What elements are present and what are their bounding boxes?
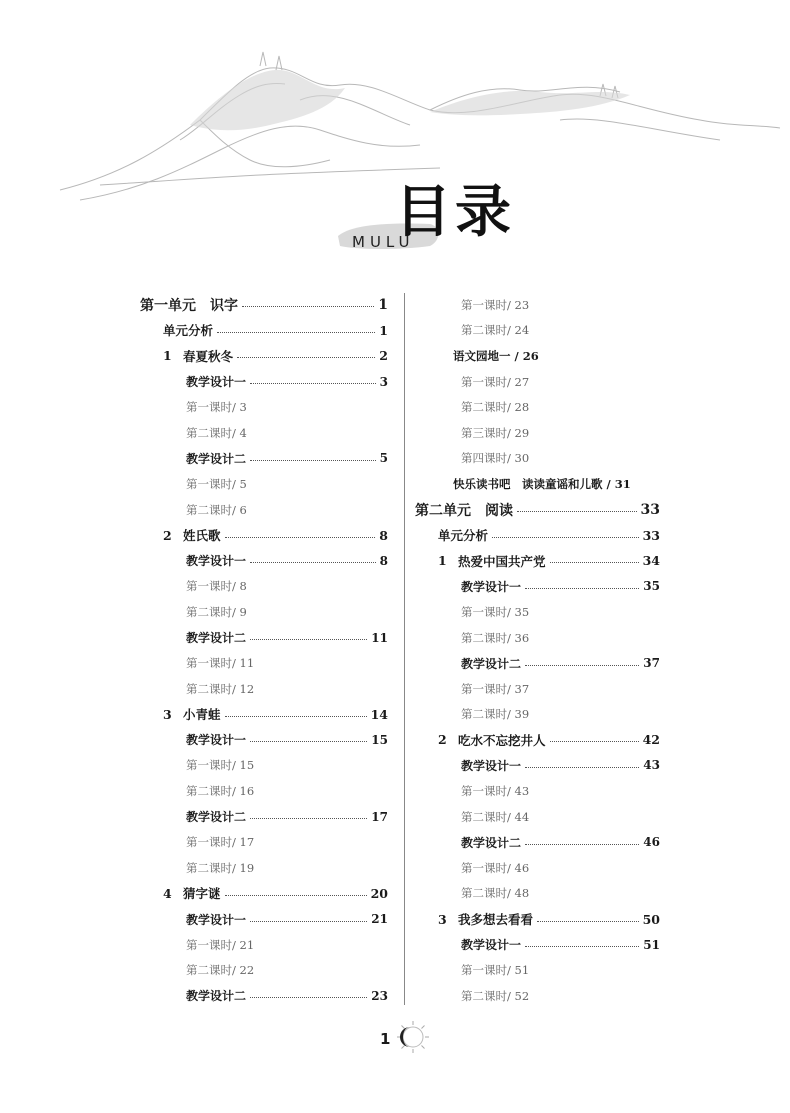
toc-entry[interactable] — [140, 983, 388, 1009]
toc-entry-label: 第二课时/ 22 — [186, 963, 255, 978]
toc-leader-dots — [250, 818, 367, 819]
toc-entry-number: 1 — [438, 553, 447, 569]
toc-entry-number: 4 — [163, 885, 172, 901]
toc-entry-page: 34 — [642, 553, 660, 569]
toc-entry-label: 第一课时/ 5 — [186, 476, 247, 491]
toc-entry-label: 第一课时/ 35 — [461, 604, 530, 619]
toc-entry[interactable] — [140, 292, 388, 318]
toc-entry-label: 教学设计二 — [186, 451, 247, 466]
toc-entry-label: 第一课时/ 46 — [461, 860, 530, 875]
toc-entry[interactable] — [140, 599, 388, 625]
toc-entry-label: 小青蛙 — [183, 707, 221, 723]
toc-entry[interactable] — [415, 983, 660, 1009]
toc-entry-label: 第一课时/ 37 — [461, 681, 530, 696]
toc-entry-page: 33 — [640, 501, 660, 518]
toc-entry-label: 教学设计一 — [186, 554, 247, 569]
toc-entry[interactable] — [140, 420, 388, 446]
toc-entry[interactable] — [415, 702, 660, 728]
toc-entry-page: 15 — [371, 732, 388, 747]
toc-entry-page: 11 — [371, 630, 388, 645]
toc-entry[interactable] — [415, 753, 660, 779]
toc-entry[interactable] — [415, 446, 660, 472]
toc-entry[interactable] — [140, 318, 388, 344]
toc-leader-dots — [242, 306, 374, 307]
toc-entry[interactable] — [140, 702, 388, 728]
toc-entry-label: 教学设计一 — [461, 579, 522, 594]
toc-entry[interactable] — [415, 369, 660, 395]
toc-entry[interactable] — [140, 343, 388, 369]
toc-leader-dots — [250, 997, 367, 998]
toc-entry-label: 第二课时/ 52 — [461, 988, 530, 1003]
toc-entry-page: 8 — [379, 553, 388, 568]
toc-leader-dots — [250, 562, 376, 563]
toc-entry-label: 第二课时/ 9 — [186, 604, 247, 619]
toc-entry[interactable] — [140, 829, 388, 855]
toc-entry-page: 5 — [379, 451, 388, 466]
toc-entry-page: 23 — [371, 988, 388, 1003]
toc-entry-label: 第一课时/ 15 — [186, 758, 255, 773]
toc-leader-dots — [225, 716, 367, 717]
toc-leader-dots — [537, 921, 639, 922]
toc-entry[interactable] — [415, 881, 660, 907]
toc-entry-label: 猜字谜 — [183, 886, 221, 902]
toc-leader-dots — [517, 511, 637, 512]
toc-leader-dots — [525, 588, 639, 589]
toc-entry-label: 教学设计一 — [186, 733, 247, 748]
toc-entry-label: 第二课时/ 24 — [461, 323, 530, 338]
toc-entry[interactable] — [140, 369, 388, 395]
toc-entry[interactable] — [415, 906, 660, 932]
toc-entry[interactable] — [415, 394, 660, 420]
toc-entry-label: 第二课时/ 19 — [186, 860, 255, 875]
toc-entry-label: 教学设计一 — [186, 912, 247, 927]
toc-entry-label: 第一课时/ 43 — [461, 784, 530, 799]
toc-entry-page: 20 — [370, 885, 388, 901]
toc-entry[interactable] — [140, 650, 388, 676]
toc-entry-label: 第二课时/ 28 — [461, 400, 530, 415]
toc-entry[interactable] — [140, 625, 388, 651]
toc-entry-label: 第一单元 识字 — [140, 297, 238, 314]
toc-entry-page: 37 — [643, 656, 660, 671]
toc-entry-label: 第二课时/ 36 — [461, 630, 530, 645]
toc-entry-label: 第四课时/ 30 — [461, 451, 530, 466]
toc-entry-label: 我多想去看看 — [458, 912, 534, 928]
toc-entry[interactable] — [140, 932, 388, 958]
toc-leader-dots — [525, 767, 639, 768]
toc-entry-label: 教学设计一 — [461, 938, 522, 953]
toc-leader-dots — [225, 537, 376, 538]
toc-entry-label: 教学设计一 — [186, 375, 247, 390]
toc-leader-dots — [550, 562, 639, 563]
toc-entry-page: 46 — [643, 835, 660, 850]
toc-column-left — [140, 292, 388, 1009]
toc-entry-label: 快乐读书吧 读读童谣和儿歌 / 31 — [453, 476, 631, 491]
toc-entry-page: 17 — [371, 809, 388, 824]
toc-entry[interactable] — [415, 599, 660, 625]
toc-entry-page: 33 — [642, 527, 660, 543]
toc-leader-dots — [237, 357, 375, 358]
toc-entry[interactable] — [415, 676, 660, 702]
toc-leader-dots — [225, 895, 367, 896]
toc-entry-label: 单元分析 — [163, 323, 214, 339]
toc-entry[interactable] — [415, 292, 660, 318]
toc-entry-label: 第一课时/ 8 — [186, 579, 247, 594]
toc-entry[interactable] — [140, 804, 388, 830]
toc-entry-page: 35 — [643, 579, 660, 594]
toc-entry-label: 姓氏歌 — [183, 528, 221, 544]
toc-leader-dots — [250, 921, 367, 922]
toc-entry-label: 单元分析 — [438, 528, 489, 544]
toc-entry-page: 2 — [379, 348, 388, 364]
toc-entry-label: 春夏秋冬 — [183, 348, 234, 364]
toc-entry[interactable] — [415, 497, 660, 523]
toc-entry-label: 第三课时/ 29 — [461, 425, 530, 440]
toc-entry[interactable] — [415, 804, 660, 830]
toc-entry-page: 1 — [379, 322, 388, 338]
toc-entry-page: 50 — [642, 911, 660, 927]
toc-entry[interactable] — [415, 318, 660, 344]
toc-entry-page: 21 — [371, 912, 388, 927]
toc-entry-label: 第二课时/ 4 — [186, 425, 247, 440]
toc-entry-label: 第二课时/ 16 — [186, 784, 255, 799]
toc-entry-label: 教学设计一 — [461, 758, 522, 773]
toc-leader-dots — [217, 332, 375, 333]
toc-entry-label: 第二课时/ 6 — [186, 502, 247, 517]
toc-entry[interactable] — [140, 522, 388, 548]
toc-entry-label: 第二课时/ 44 — [461, 809, 530, 824]
toc-entry-label: 吃水不忘挖井人 — [458, 732, 546, 748]
toc-entry-page: 51 — [643, 937, 660, 952]
toc-entry-page: 14 — [370, 706, 388, 722]
toc-entry[interactable] — [415, 778, 660, 804]
toc-entry-page: 8 — [379, 527, 388, 543]
toc-entry[interactable] — [140, 497, 388, 523]
toc-entry-number: 1 — [163, 348, 172, 364]
toc-entry-number: 2 — [163, 527, 172, 543]
toc-entry[interactable] — [140, 957, 388, 983]
toc-entry[interactable] — [140, 471, 388, 497]
toc-entry-label: 教学设计二 — [186, 631, 247, 646]
page-number: 1 — [380, 1030, 391, 1048]
toc-entry-label: 教学设计二 — [186, 989, 247, 1004]
column-divider — [404, 293, 405, 1005]
toc-entry[interactable] — [140, 727, 388, 753]
toc-entry-label: 语文园地一 / 26 — [453, 348, 539, 363]
toc-column-right — [415, 292, 660, 1009]
toc-entry-label: 第一课时/ 17 — [186, 835, 255, 850]
toc-leader-dots — [492, 537, 639, 538]
toc-entry[interactable] — [415, 625, 660, 651]
toc-entry[interactable] — [415, 855, 660, 881]
toc-entry-label: 第一课时/ 11 — [186, 656, 255, 671]
toc-entry-label: 第一课时/ 27 — [461, 374, 530, 389]
page-title-latin: MULU — [352, 233, 415, 251]
toc-leader-dots — [525, 665, 639, 666]
toc-entry-label: 第一课时/ 51 — [461, 963, 530, 978]
toc-entry[interactable] — [415, 650, 660, 676]
toc-entry[interactable] — [140, 394, 388, 420]
toc-entry[interactable] — [415, 574, 660, 600]
toc-entry-label: 教学设计二 — [461, 656, 522, 671]
toc-entry-label: 第二课时/ 48 — [461, 886, 530, 901]
toc-entry[interactable] — [415, 829, 660, 855]
page-title: 目录 — [395, 179, 515, 245]
toc-entry-label: 教学设计二 — [461, 835, 522, 850]
toc-leader-dots — [250, 639, 367, 640]
toc-entry[interactable] — [140, 548, 388, 574]
toc-entry-page: 1 — [378, 296, 388, 313]
toc-leader-dots — [525, 946, 639, 947]
toc-entry-label: 第二课时/ 12 — [186, 681, 255, 696]
toc-entry[interactable] — [140, 574, 388, 600]
toc-entry[interactable] — [415, 420, 660, 446]
moon-sun-icon — [396, 1020, 430, 1054]
toc-entry-page: 43 — [643, 758, 660, 773]
toc-entry[interactable] — [415, 522, 660, 548]
toc-entry[interactable] — [140, 446, 388, 472]
toc-entry-label: 第一课时/ 3 — [186, 400, 247, 415]
toc-leader-dots — [250, 383, 376, 384]
toc-entry[interactable] — [415, 957, 660, 983]
toc-leader-dots — [525, 844, 639, 845]
toc-entry[interactable] — [140, 778, 388, 804]
toc-entry[interactable] — [140, 676, 388, 702]
toc-entry[interactable] — [415, 932, 660, 958]
toc-entry-page: 42 — [642, 732, 660, 748]
toc-entry-label: 第一课时/ 21 — [186, 937, 255, 952]
toc-leader-dots — [250, 741, 367, 742]
toc-leader-dots — [250, 460, 376, 461]
toc-leader-dots — [550, 741, 639, 742]
toc-entry-label: 第二单元 阅读 — [415, 502, 513, 519]
toc-entry-number: 3 — [438, 911, 447, 927]
toc-entry[interactable] — [140, 906, 388, 932]
toc-entry[interactable] — [415, 471, 660, 497]
toc-entry-label: 热爱中国共产党 — [458, 553, 546, 569]
toc-entry[interactable] — [415, 548, 660, 574]
toc-entry[interactable] — [415, 727, 660, 753]
toc-entry-number: 3 — [163, 706, 172, 722]
toc-entry-label: 第一课时/ 23 — [461, 297, 530, 312]
toc-entry[interactable] — [415, 343, 660, 369]
toc-entry[interactable] — [140, 881, 388, 907]
toc-entry-page: 3 — [379, 374, 388, 389]
toc-entry[interactable] — [140, 753, 388, 779]
toc-entry[interactable] — [140, 855, 388, 881]
toc-entry-label: 教学设计二 — [186, 810, 247, 825]
toc-entry-label: 第二课时/ 39 — [461, 707, 530, 722]
toc-entry-number: 2 — [438, 732, 447, 748]
